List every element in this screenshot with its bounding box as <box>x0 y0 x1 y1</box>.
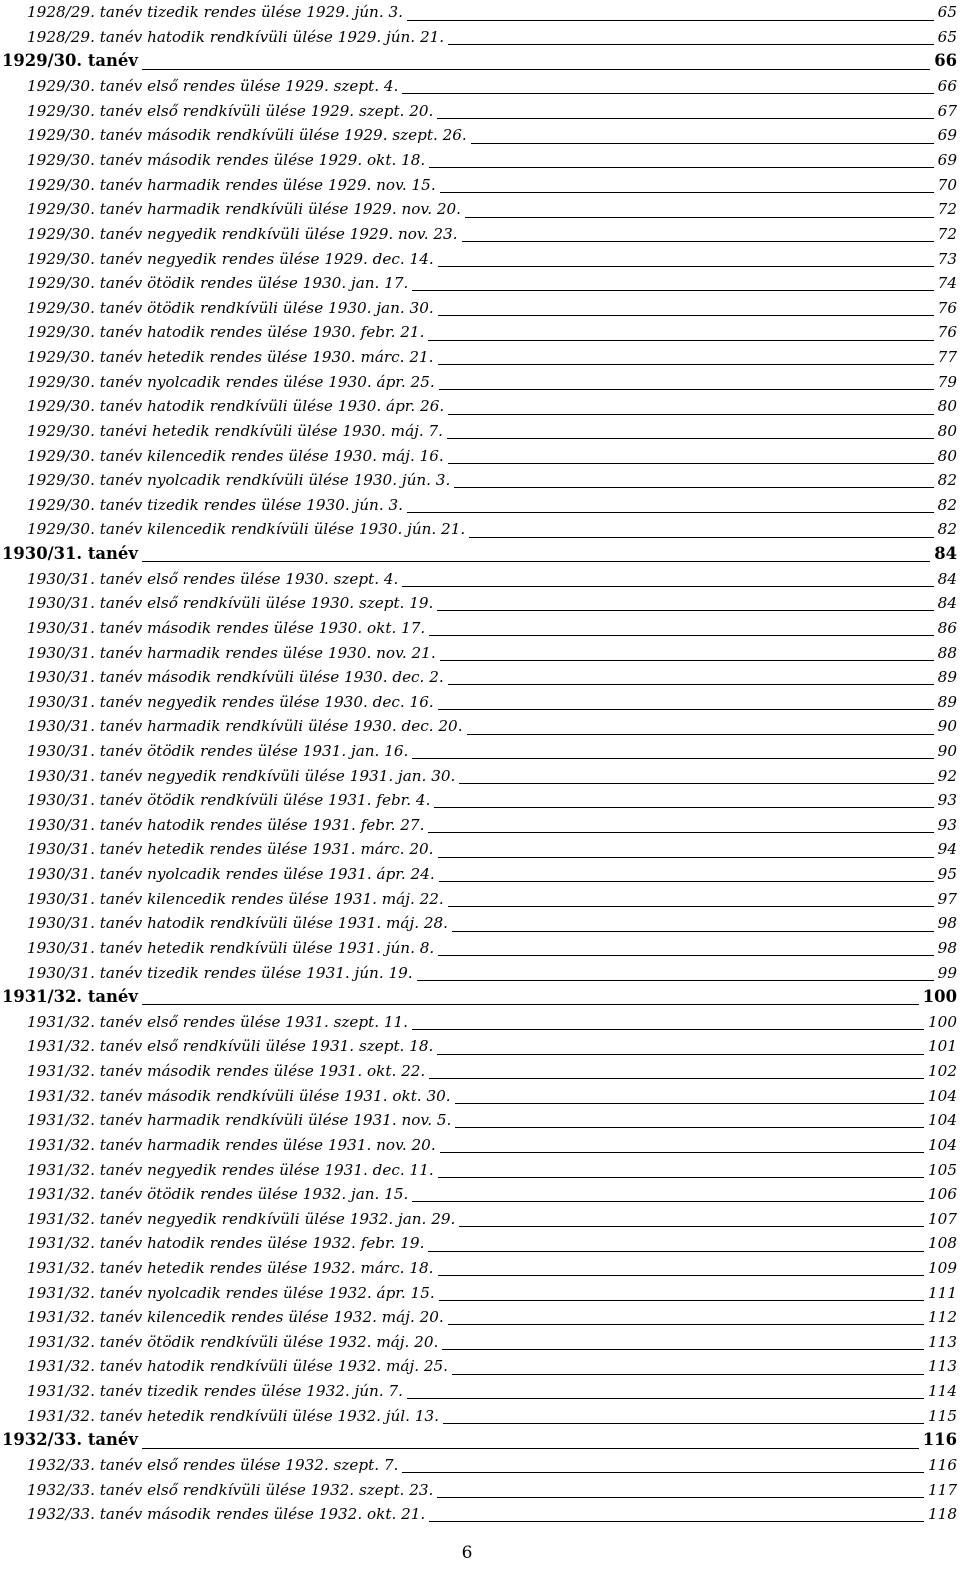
toc-entry-title: 1929/30. tanév hatodik rendkívüli ülése 1930. ápr. 26. <box>27 397 445 416</box>
toc-entry <box>0 1403 957 1428</box>
toc-leader-line <box>438 709 934 710</box>
toc-leader-line <box>452 1374 924 1375</box>
toc-entry-title: 1930/31. tanév tizedik rendes ülése 1931. jún. 19. <box>27 963 413 982</box>
toc-entry-title: 1931/32. tanév hatodik rendes ülése 1932. febr. 19. <box>27 1234 425 1253</box>
toc-entry <box>0 837 957 862</box>
toc-page-number: 76 <box>937 323 957 342</box>
toc-entry <box>0 197 957 222</box>
toc-entry-title: 1932/33. tanév első rendkívüli ülése 1932. szept. 23. <box>27 1480 434 1499</box>
toc-page-number: 104 <box>928 1086 957 1105</box>
toc-leader-line <box>429 1078 924 1079</box>
toc-entry-title: 1928/29. tanév tizedik rendes ülése 1929. jún. 3. <box>27 3 403 22</box>
toc-leader-line <box>407 1398 924 1399</box>
toc-leader-line <box>402 586 933 587</box>
toc-entry-title: 1929/30. tanév nyolcadik rendkívüli ülése 1930. jún. 3. <box>27 471 451 490</box>
toc-page-number: 76 <box>937 298 957 317</box>
toc-leader-line <box>417 980 934 981</box>
toc-leader-line <box>438 315 934 316</box>
toc-page-number: 93 <box>937 791 957 810</box>
toc-entry <box>0 714 957 739</box>
toc-leader-line <box>438 857 934 858</box>
toc-entry <box>0 960 957 985</box>
toc-entry <box>0 419 957 444</box>
toc-leader-line <box>459 783 933 784</box>
toc-page-number: 86 <box>937 618 957 637</box>
toc-page-number: 72 <box>937 200 957 219</box>
toc-entry <box>0 665 957 690</box>
toc-entry-title: 1931/32. tanév nyolcadik rendes ülése 1932. ápr. 15. <box>27 1283 435 1302</box>
toc-entry-title: 1930/31. tanév első rendes ülése 1930. szept. 4. <box>27 569 399 588</box>
toc-entry <box>0 492 957 517</box>
toc-entry-title: 1931/32. tanév kilencedik rendes ülése 1932. máj. 20. <box>27 1308 444 1327</box>
toc-entry <box>0 394 957 419</box>
toc-page-number: 80 <box>937 446 957 465</box>
toc-page-number: 100 <box>928 1012 957 1031</box>
toc-page-number: 69 <box>937 126 957 145</box>
toc-entry <box>0 1059 957 1084</box>
toc-leader-line <box>471 143 934 144</box>
toc-section-heading <box>0 1428 957 1453</box>
toc-leader-line <box>439 1300 924 1301</box>
toc-page-number: 104 <box>928 1135 957 1154</box>
toc-leader-line <box>412 1201 924 1202</box>
toc-leader-line <box>459 1226 924 1227</box>
toc-leader-line <box>438 955 933 956</box>
toc-entry-title: 1932/33. tanév első rendes ülése 1932. szept. 7. <box>27 1455 399 1474</box>
toc-entry-title: 1931/32. tanév második rendkívüli ülése 1931. okt. 30. <box>27 1086 451 1105</box>
toc-entry <box>0 1329 957 1354</box>
toc-entry <box>0 271 957 296</box>
toc-entry-title: 1930/31. tanév második rendes ülése 1930. okt. 17. <box>27 618 426 637</box>
toc-entry-title: 1929/30. tanév kilencedik rendes ülése 1930. máj. 16. <box>27 446 444 465</box>
toc-entry <box>0 1157 957 1182</box>
toc-entry <box>0 886 957 911</box>
toc-page-number: 118 <box>928 1505 957 1524</box>
toc-leader-line <box>454 487 933 488</box>
toc-entry-title: 1931/32. tanév második rendes ülése 1931. okt. 22. <box>27 1062 426 1081</box>
toc-leader-line <box>142 561 930 562</box>
toc-leader-line <box>429 167 933 168</box>
toc-entry-title: 1931/32. tanév harmadik rendkívüli ülése 1931. nov. 5. <box>27 1111 452 1130</box>
toc-leader-line <box>448 44 934 45</box>
toc-leader-line <box>455 1103 924 1104</box>
toc-leader-line <box>448 414 933 415</box>
toc-page-number: 108 <box>928 1234 957 1253</box>
toc-leader-line <box>438 266 934 267</box>
toc-page-number: 93 <box>937 815 957 834</box>
toc-entry <box>0 246 957 271</box>
toc-leader-line <box>402 93 933 94</box>
toc-page-number: 98 <box>937 914 957 933</box>
toc-entry <box>0 98 957 123</box>
toc-page-number: 73 <box>937 249 957 268</box>
toc-entry-title: 1931/32. tanév harmadik rendes ülése 1931. nov. 20. <box>27 1135 436 1154</box>
toc-leader-line <box>452 931 934 932</box>
toc-entry-title: 1931/32. tanév <box>2 986 138 1006</box>
toc-entry-title: 1929/30. tanév második rendes ülése 1929. okt. 18. <box>27 151 426 170</box>
toc-section-heading <box>0 985 957 1010</box>
toc-entry-title: 1929/30. tanév ötödik rendkívüli ülése 1930. jan. 30. <box>27 298 434 317</box>
toc-leader-line <box>429 1521 924 1522</box>
toc-page-number: 104 <box>928 1111 957 1130</box>
toc-leader-line <box>469 537 933 538</box>
toc-page-number: 116 <box>928 1455 957 1474</box>
toc-leader-line <box>438 364 934 365</box>
toc-leader-line <box>142 69 930 70</box>
toc-entry-title: 1929/30. tanév második rendkívüli ülése 1929. szept. 26. <box>27 126 467 145</box>
toc-page-number: 111 <box>928 1283 957 1302</box>
toc-entry <box>0 689 957 714</box>
toc-page-number: 65 <box>937 3 957 22</box>
toc-entry <box>0 1009 957 1034</box>
toc-leader-line <box>407 20 934 21</box>
toc-entry <box>0 936 957 961</box>
toc-leader-line <box>438 1177 924 1178</box>
toc-entry-title: 1929/30. tanév harmadik rendes ülése 1929. nov. 15. <box>27 175 436 194</box>
toc-page-number: 95 <box>937 865 957 884</box>
toc-section-heading <box>0 542 957 567</box>
toc-entry <box>0 1502 957 1527</box>
toc-page-number: 79 <box>937 372 957 391</box>
toc-entry-title: 1931/32. tanév hetedik rendkívüli ülése 1932. júl. 13. <box>27 1406 439 1425</box>
toc-page-number: 100 <box>922 986 957 1006</box>
toc-entry-title: 1931/32. tanév hatodik rendkívüli ülése 1932. máj. 25. <box>27 1357 449 1376</box>
toc-leader-line <box>439 389 934 390</box>
toc-page-number: 66 <box>934 51 957 71</box>
toc-leader-line <box>412 1029 924 1030</box>
toc-page-number: 77 <box>937 348 957 367</box>
toc-entry-title: 1929/30. tanév <box>2 51 138 71</box>
toc-entry-title: 1932/33. tanév <box>2 1430 138 1450</box>
toc-entry <box>0 295 957 320</box>
toc-page-number: 109 <box>928 1259 957 1277</box>
toc-leader-line <box>428 832 933 833</box>
toc-leader-line <box>437 610 933 611</box>
toc-entry-title: 1930/31. tanév harmadik rendkívüli ülése 1930. dec. 20. <box>27 717 463 736</box>
toc-page-number: 72 <box>937 224 957 243</box>
toc-entry-title: 1929/30. tanév harmadik rendkívüli ülése 1929. nov. 20. <box>27 200 462 219</box>
toc-entry-title: 1929/30. tanév kilencedik rendkívüli ülése 1930. jún. 21. <box>27 520 466 539</box>
toc-page-number: 80 <box>937 421 957 440</box>
toc-leader-line <box>447 438 934 439</box>
toc-page-number: 70 <box>937 175 957 194</box>
toc-entry-title: 1929/30. tanév hetedik rendes ülése 1930. márc. 21. <box>27 348 434 367</box>
toc-leader-line <box>448 684 934 685</box>
toc-page-number: 97 <box>937 889 957 908</box>
toc-entry <box>0 1379 957 1404</box>
toc-leader-line <box>440 1152 924 1153</box>
toc-entry-title: 1929/30. tanévi hetedik rendkívüli ülése 1930. máj. 7. <box>27 421 443 440</box>
toc-leader-line <box>429 635 933 636</box>
toc-leader-line <box>142 1004 919 1005</box>
toc-entry <box>0 443 957 468</box>
toc-page-number: 116 <box>922 1430 957 1450</box>
toc-entry-title: 1931/32. tanév első rendes ülése 1931. szept. 11. <box>27 1012 409 1031</box>
toc-entry <box>0 1280 957 1305</box>
toc-entry <box>0 911 957 936</box>
toc-leader-line <box>448 463 934 464</box>
toc-entry-title: 1929/30. tanév hatodik rendes ülése 1930. febr. 21. <box>27 323 425 342</box>
toc-entry-title: 1930/31. tanév hetedik rendkívüli ülése 1931. jún. 8. <box>27 938 435 957</box>
toc-page-number: 82 <box>937 495 957 514</box>
toc-page-number: 89 <box>937 692 957 711</box>
toc-entry <box>0 148 957 173</box>
toc-page-number: 99 <box>937 963 957 982</box>
toc-entry <box>0 616 957 641</box>
toc-page-number: 82 <box>937 520 957 539</box>
toc-entry-title: 1929/30. tanév negyedik rendes ülése 1929. dec. 14. <box>27 249 434 268</box>
toc-page-number: 69 <box>937 151 957 170</box>
toc-page-number: 84 <box>937 594 957 613</box>
toc-section-heading <box>0 49 957 74</box>
toc-entry-title: 1931/32. tanév első rendkívüli ülése 1931. szept. 18. <box>27 1037 434 1056</box>
toc-entry <box>0 517 957 542</box>
toc-page-number: 107 <box>928 1209 957 1228</box>
toc-entry <box>0 1108 957 1133</box>
toc-entry-title: 1930/31. tanév negyedik rendkívüli ülése 1931. jan. 30. <box>27 766 456 785</box>
toc-entry <box>0 172 957 197</box>
toc-entry <box>0 0 957 25</box>
toc-entry <box>0 812 957 837</box>
toc-entry-title: 1930/31. tanév <box>2 543 138 563</box>
toc-entry <box>0 345 957 370</box>
toc-page-number: 84 <box>937 569 957 588</box>
toc-entry <box>0 222 957 247</box>
toc-leader-line <box>402 1472 924 1473</box>
toc-entry-title: 1930/31. tanév kilencedik rendes ülése 1931. máj. 22. <box>27 889 444 908</box>
toc-page-number: 92 <box>937 766 957 785</box>
toc-entry-title: 1930/31. tanév negyedik rendes ülése 1930. dec. 16. <box>27 692 434 711</box>
toc-entry <box>0 1133 957 1158</box>
toc-entry-title: 1930/31. tanév nyolcadik rendes ülése 1931. ápr. 24. <box>27 865 435 884</box>
toc-entry <box>0 468 957 493</box>
toc-entry <box>0 862 957 887</box>
toc-page-number: 65 <box>937 28 957 46</box>
toc-leader-line <box>428 340 933 341</box>
toc-entry <box>0 369 957 394</box>
toc-leader-line <box>448 906 934 907</box>
toc-entry <box>0 74 957 99</box>
toc-entry <box>0 739 957 764</box>
toc-entry-title: 1930/31. tanév hetedik rendes ülése 1931. márc. 20. <box>27 840 434 859</box>
toc-entry-title: 1932/33. tanév második rendes ülése 1932. okt. 21. <box>27 1505 426 1524</box>
toc-entry <box>0 591 957 616</box>
toc-page-number: 67 <box>937 101 957 120</box>
toc-page-number: 113 <box>928 1357 957 1376</box>
toc-entry-title: 1930/31. tanév hatodik rendes ülése 1931. febr. 27. <box>27 815 425 834</box>
toc-page-number: 113 <box>928 1332 957 1351</box>
toc-leader-line <box>462 241 934 242</box>
toc-entry-title: 1930/31. tanév ötödik rendkívüli ülése 1931. febr. 4. <box>27 791 431 810</box>
toc-page-number: 74 <box>937 274 957 293</box>
toc-leader-line <box>437 118 933 119</box>
toc-leader-line <box>448 1324 924 1325</box>
toc-leader-line <box>440 660 934 661</box>
toc-entry <box>0 320 957 345</box>
toc-page-number: 82 <box>937 471 957 490</box>
toc-page-number: 90 <box>937 741 957 760</box>
toc-leader-line <box>465 217 934 218</box>
toc-page-number: 106 <box>928 1185 957 1204</box>
toc-page-number: 101 <box>928 1037 957 1056</box>
toc-page-number: 90 <box>937 717 957 736</box>
toc-page-number: 80 <box>937 397 957 416</box>
toc-entry-title: 1931/32. tanév ötödik rendkívüli ülése 1932. máj. 20. <box>27 1332 439 1351</box>
toc-entry <box>0 1477 957 1502</box>
toc-entry-title: 1930/31. tanév harmadik rendes ülése 1930. nov. 21. <box>27 643 436 662</box>
toc-leader-line <box>142 1448 919 1449</box>
toc-leader-line <box>442 1349 924 1350</box>
toc-page-number: 112 <box>928 1308 957 1327</box>
toc-entry-title: 1929/30. tanév negyedik rendkívüli ülése 1929. nov. 23. <box>27 224 458 243</box>
toc-entry-title: 1930/31. tanév első rendkívüli ülése 1930. szept. 19. <box>27 594 434 613</box>
toc-leader-line <box>440 192 934 193</box>
page-number: 6 <box>461 1543 473 1563</box>
toc-entry-title: 1930/31. tanév hatodik rendkívüli ülése 1931. máj. 28. <box>27 914 449 933</box>
toc-page-number: 117 <box>928 1480 957 1499</box>
toc-entry-title: 1928/29. tanév hatodik rendkívüli ülése 1929. jún. 21. <box>27 28 445 46</box>
toc-leader-line <box>437 1054 924 1055</box>
toc-entry-title: 1931/32. tanév hetedik rendes ülése 1932. márc. 18. <box>27 1259 434 1277</box>
toc-entry-title: 1931/32. tanév ötödik rendes ülése 1932. jan. 15. <box>27 1185 409 1204</box>
toc-page-number: 66 <box>937 77 957 96</box>
toc-entry-title: 1929/30. tanév első rendkívüli ülése 1929. szept. 20. <box>27 101 434 120</box>
toc-page-number: 88 <box>937 643 957 662</box>
toc-entry <box>0 1034 957 1059</box>
toc-entry <box>0 1182 957 1207</box>
toc-leader-line <box>407 512 934 513</box>
toc-entry <box>0 640 957 665</box>
toc-entry <box>0 1231 957 1256</box>
toc-leader-line <box>443 1423 924 1424</box>
toc-entry <box>0 1354 957 1379</box>
toc-page-number: 105 <box>928 1160 957 1179</box>
toc-entry-title: 1929/30. tanév első rendes ülése 1929. szept. 4. <box>27 77 399 96</box>
toc-page-number: 84 <box>934 543 957 563</box>
toc-entry-title: 1930/31. tanév második rendkívüli ülése 1930. dec. 2. <box>27 668 444 687</box>
toc-entry-title: 1930/31. tanév ötödik rendes ülése 1931. jan. 16. <box>27 741 409 760</box>
toc-leader-line <box>437 1497 924 1498</box>
toc-leader-line <box>412 758 933 759</box>
toc-entry <box>0 1453 957 1478</box>
toc-page-number: 89 <box>937 668 957 687</box>
toc-entry-title: 1931/32. tanév negyedik rendes ülése 1931. dec. 11. <box>27 1160 434 1179</box>
toc-entry <box>0 1305 957 1330</box>
toc-entry <box>0 25 957 50</box>
toc-page-number: 94 <box>937 840 957 859</box>
toc-entry <box>0 566 957 591</box>
toc-leader-line <box>438 1275 925 1276</box>
toc-leader-line <box>434 807 933 808</box>
toc-entry-title: 1929/30. tanév nyolcadik rendes ülése 1930. ápr. 25. <box>27 372 435 391</box>
toc-entry-title: 1931/32. tanév tizedik rendes ülése 1932. jún. 7. <box>27 1382 403 1401</box>
toc-leader-line <box>455 1127 924 1128</box>
toc-leader-line <box>428 1251 924 1252</box>
toc-page-number: 114 <box>928 1382 957 1401</box>
toc-entry <box>0 123 957 148</box>
toc-page-number: 102 <box>928 1062 957 1081</box>
toc-leader-line <box>467 734 934 735</box>
toc-entry <box>0 1256 957 1281</box>
toc-entry <box>0 763 957 788</box>
toc-entry <box>0 1083 957 1108</box>
toc-entry-title: 1929/30. tanév ötödik rendes ülése 1930. jan. 17. <box>27 274 409 293</box>
toc-entry <box>0 1206 957 1231</box>
toc-page-number: 115 <box>928 1406 957 1425</box>
toc-entry-title: 1929/30. tanév tizedik rendes ülése 1930. jún. 3. <box>27 495 403 514</box>
toc-page-number: 98 <box>937 938 957 957</box>
toc-entry <box>0 788 957 813</box>
toc-leader-line <box>412 290 933 291</box>
toc-entry-title: 1931/32. tanév negyedik rendkívüli ülése 1932. jan. 29. <box>27 1209 456 1228</box>
toc-leader-line <box>439 881 934 882</box>
